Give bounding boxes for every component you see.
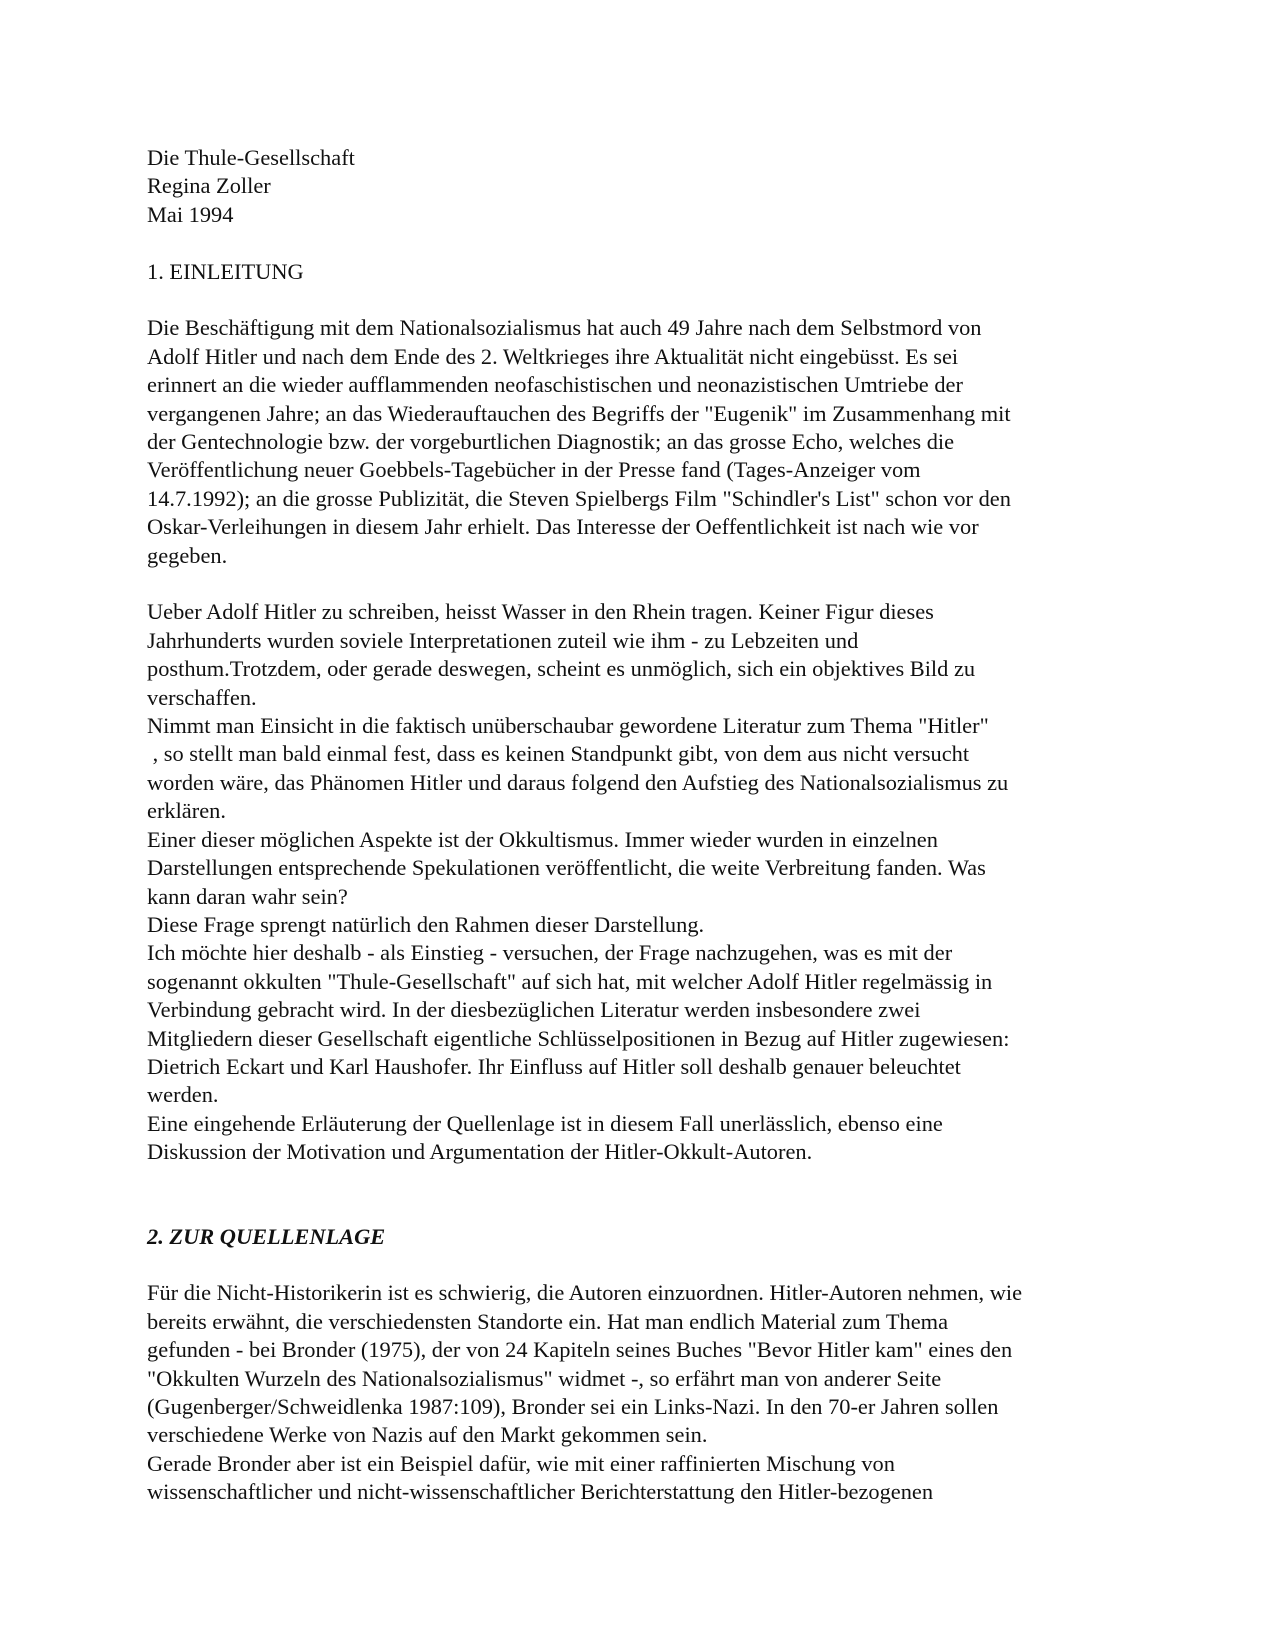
section-2-heading: 2. ZUR QUELLENLAGE [147,1223,386,1249]
text-line: Einer dieser möglichen Aspekte ist der Okkultismus. Immer wieder wurden in einzelnen [147,826,938,852]
text-line: der Gentechnologie bzw. der vorgeburtlichen Diagnostik; an das grosse Echo, welches die [147,429,955,455]
text-line: Gerade Bronder aber ist ein Beispiel dafür, wie mit einer raffinierten Mischung von [147,1450,895,1476]
text-line: gegeben. [147,542,228,568]
text-line: Nimmt man Einsicht in die faktisch unüberschaubar gewordene Literatur zum Thema "Hitler" [147,713,989,739]
text-line: bereits erwähnt, die verschiedensten Standorte ein. Hat man endlich Material zum Thema [147,1308,949,1334]
text-line: Ich möchte hier deshalb - als Einstieg - versuchen, der Frage nachzugehen, was es mit der [147,940,953,966]
text-line: Für die Nicht-Historikerin ist es schwierig, die Autoren einzuordnen. Hitler-Autoren nehmen, wie [147,1280,1023,1306]
text-line: Adolf Hitler und nach dem Ende des 2. Weltkrieges ihre Aktualität nicht eingebüsst. Es sei [147,343,959,369]
text-line: "Okkulten Wurzeln des Nationalsozialismus" widmet -, so erfährt man von anderer Seite [147,1365,942,1391]
text-line: Dietrich Eckart und Karl Haushofer. Ihr Einfluss auf Hitler soll deshalb genauer beleuchtet [147,1053,961,1079]
text-line: Darstellungen entsprechende Spekulationen veröffentlicht, die weite Verbreitung fanden. Was [147,855,986,881]
document-title: Die Thule-Gesellschaft [147,145,355,170]
text-line: Mitgliedern dieser Gesellschaft eigentliche Schlüsselpositionen in Bezug auf Hitler zugewiesen: [147,1025,1010,1051]
text-line: erinnert an die wieder aufflammenden neofaschistischen und neonazistischen Umtriebe der [147,372,963,398]
text-line: erklären. [147,798,226,824]
section-1-paragraph-2 [147,598,1137,1166]
text-line: sogenannt okkulten "Thule-Gesellschaft" auf sich hat, mit welcher Adolf Hitler regelmässig in [147,968,993,994]
document-page [147,144,1137,1507]
text-line: verschiedene Werke von Nazis auf den Markt gekommen sein. [147,1422,708,1448]
document-header [147,144,1137,229]
text-line: verschaffen. [147,684,257,710]
text-line: 14.7.1992); an die grosse Publizität, die Steven Spielbergs Film "Schindler's List" schon vor den [147,485,1011,511]
spacer [147,1251,1137,1279]
section-2-paragraph-1 [147,1279,1137,1506]
text-line: werden. [147,1082,219,1108]
document-author: Regina Zoller [147,173,271,199]
text-line: , so stellt man bald einmal fest, dass es keinen Standpunkt gibt, von dem aus nicht versucht [147,741,970,767]
text-line: vergangenen Jahre; an das Wiederauftauchen des Begriffs der "Eugenik" im Zusammenhang mit [147,400,1011,426]
section-1-heading: 1. EINLEITUNG [147,258,304,284]
text-line: Diese Frage sprengt natürlich den Rahmen dieser Darstellung. [147,911,705,937]
spacer [147,1167,1137,1223]
text-line: wissenschaftlicher und nicht-wissenschaftlicher Berichterstattung den Hitler-bezogenen [147,1479,934,1505]
text-line: Veröffentlichung neuer Goebbels-Tagebücher in der Presse fand (Tages-Anzeiger vom [147,457,921,483]
text-line: gefunden - bei Bronder (1975), der von 24 Kapiteln seines Buches "Bevor Hitler kam" eines den [147,1337,1013,1363]
spacer [147,286,1137,314]
spacer [147,229,1137,257]
text-line: worden wäre, das Phänomen Hitler und daraus folgend den Aufstieg des Nationalsozialismus zu [147,769,1009,795]
text-line: Diskussion der Motivation und Argumentation der Hitler-Okkult-Autoren. [147,1139,813,1165]
text-line: (Gugenberger/Schweidlenka 1987:109), Bronder sei ein Links-Nazi. In den 70-er Jahren sollen [147,1394,999,1419]
spacer [147,570,1137,598]
text-line: Die Beschäftigung mit dem Nationalsozialismus hat auch 49 Jahre nach dem Selbstmord von [147,315,982,341]
text-line: Jahrhunderts wurden soviele Interpretationen zuteil wie ihm - zu Lebzeiten und [147,627,859,653]
document-date: Mai 1994 [147,201,234,227]
text-line: posthum.Trotzdem, oder gerade deswegen, scheint es unmöglich, sich ein objektives Bild zu [147,656,976,682]
section-1-paragraph-1 [147,314,1137,570]
text-line: Oskar-Verleihungen in diesem Jahr erhielt. Das Interesse der Oeffentlichkeit ist nach wie vor [147,514,979,540]
text-line: Verbindung gebracht wird. In der diesbezüglichen Literatur werden insbesondere zwei [147,997,921,1023]
text-line: Eine eingehende Erläuterung der Quellenlage ist in diesem Fall unerlässlich, ebenso eine [147,1110,943,1136]
text-line: Ueber Adolf Hitler zu schreiben, heisst Wasser in den Rhein tragen. Keiner Figur dieses [147,599,934,625]
text-line: kann daran wahr sein? [147,883,348,909]
